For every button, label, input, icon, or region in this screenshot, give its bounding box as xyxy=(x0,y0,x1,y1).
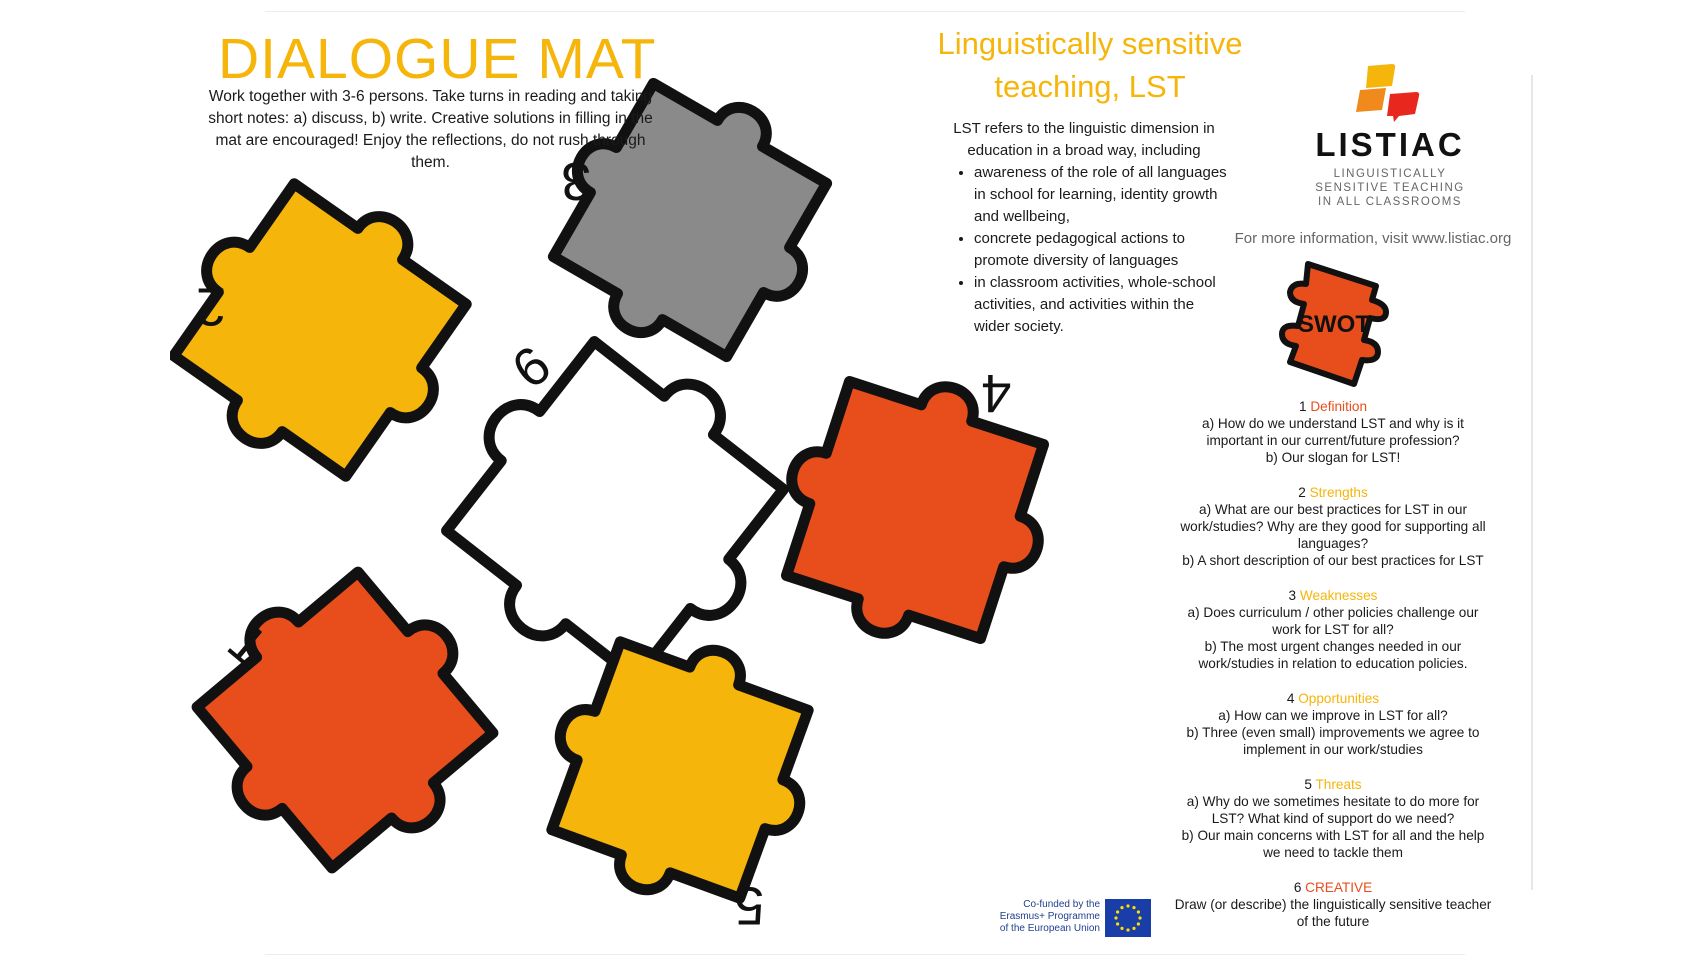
swot-questions xyxy=(1172,398,1494,948)
swot-label: SWOT xyxy=(1298,311,1370,338)
lst-title: Linguistically sensitive teaching, LST xyxy=(937,26,1243,104)
question-heading: Strengths xyxy=(1309,485,1368,500)
eu-star xyxy=(1137,922,1140,925)
eu-star xyxy=(1120,927,1123,930)
right-divider xyxy=(1531,75,1533,890)
puzzle-piece-5-shape xyxy=(519,609,841,931)
listiac-logo-subtitle: LINGUISTICALLY SENSITIVE TEACHING IN ALL CLASSROOMS xyxy=(1315,168,1465,208)
eu-star xyxy=(1126,904,1129,907)
question-heading: Opportunities xyxy=(1298,691,1380,706)
lst-list-item: • concrete pedagogical actions to promote diversity of languages xyxy=(974,228,1234,272)
question-block-opportunities: 4 Opportunities a) How can we improve in LST for all? b) Three (even small) improvements we agree to implement in our work/studies xyxy=(1186,691,1480,757)
top-divider xyxy=(265,11,1465,12)
eu-star xyxy=(1114,916,1117,919)
eu-star xyxy=(1126,928,1129,931)
puzzle-number: 2 xyxy=(196,276,227,337)
page-title: DIALOGUE MAT xyxy=(218,27,657,91)
eu-cofunded-text: Co-funded by the Erasmus+ Programme of the European Union xyxy=(999,899,1100,934)
eu-star xyxy=(1132,906,1135,909)
lst-intro: LST refers to the linguistic dimension in education in a broad way, including xyxy=(953,120,1215,159)
eu-flag-icon xyxy=(1105,899,1151,937)
puzzle-number: 5 xyxy=(734,875,765,936)
question-block-threats: 5 Threats a) Why do we sometimes hesitate to do more for LST? What kind of support do we need? b) Our main concerns with LST for all and the help we need to tackle them xyxy=(1181,777,1485,860)
puzzle-number: 6 xyxy=(501,334,562,401)
eu-star xyxy=(1138,916,1141,919)
question-heading: Definition xyxy=(1310,399,1367,414)
puzzle-piece-1 xyxy=(170,528,531,906)
puzzle-number: 4 xyxy=(981,362,1012,423)
question-heading: Weaknesses xyxy=(1299,588,1378,603)
swot-puzzle-icon xyxy=(1268,256,1418,392)
puzzle-number: 3 xyxy=(561,151,592,212)
eu-star xyxy=(1116,922,1119,925)
lst-list xyxy=(952,162,1234,338)
eu-star xyxy=(1132,927,1135,930)
puzzle-piece-4 xyxy=(754,309,1089,671)
intro-text: Work together with 3-6 persons. Take turns in reading and taking short notes: a) discuss, b) write. Creative solutions in filling in the mat are encouraged! Enjoy the reflections, do not rush through them. xyxy=(208,88,653,171)
eu-star xyxy=(1116,910,1119,913)
puzzle-piece-5 xyxy=(515,609,850,945)
question-heading: Threats xyxy=(1315,777,1362,792)
listiac-logo-text: LISTIAC xyxy=(1315,126,1465,163)
eu-star xyxy=(1137,910,1140,913)
lst-list-item: • awareness of the role of all languages in school for learning, identity growth and wellbeing, xyxy=(974,162,1234,228)
puzzle-number: 1 xyxy=(216,611,279,678)
eu-star xyxy=(1120,906,1123,909)
question-block-definition: 1 Definition a) How do we understand LST and why is it important in our current/future profession? b) Our slogan for LST! xyxy=(1202,399,1464,465)
question-block-strengths: 2 Strengths a) What are our best practices for LST in our work/studies? Why are they good for supporting all languages? b) A short description of our best practices for LST xyxy=(1180,485,1486,568)
puzzle-piece-2 xyxy=(170,146,504,513)
question-block-weaknesses: 3 Weaknesses a) Does curriculum / other policies challenge our work for LST for all? b) The most urgent changes needed in our work/studies in relation to education policies. xyxy=(1187,588,1479,671)
question-heading: CREATIVE xyxy=(1305,880,1373,895)
question-block-creative: 6 CREATIVE Draw (or describe) the linguistically sensitive teacher of the future xyxy=(1174,880,1492,929)
puzzle-piece-1-shape xyxy=(170,534,531,905)
puzzle-piece-4-shape xyxy=(754,349,1077,672)
info-link-text: For more information, visit www.listiac.org xyxy=(1234,230,1512,247)
lst-list-item: • in classroom activities, whole-school activities, and activities within the wider society. xyxy=(974,272,1234,338)
